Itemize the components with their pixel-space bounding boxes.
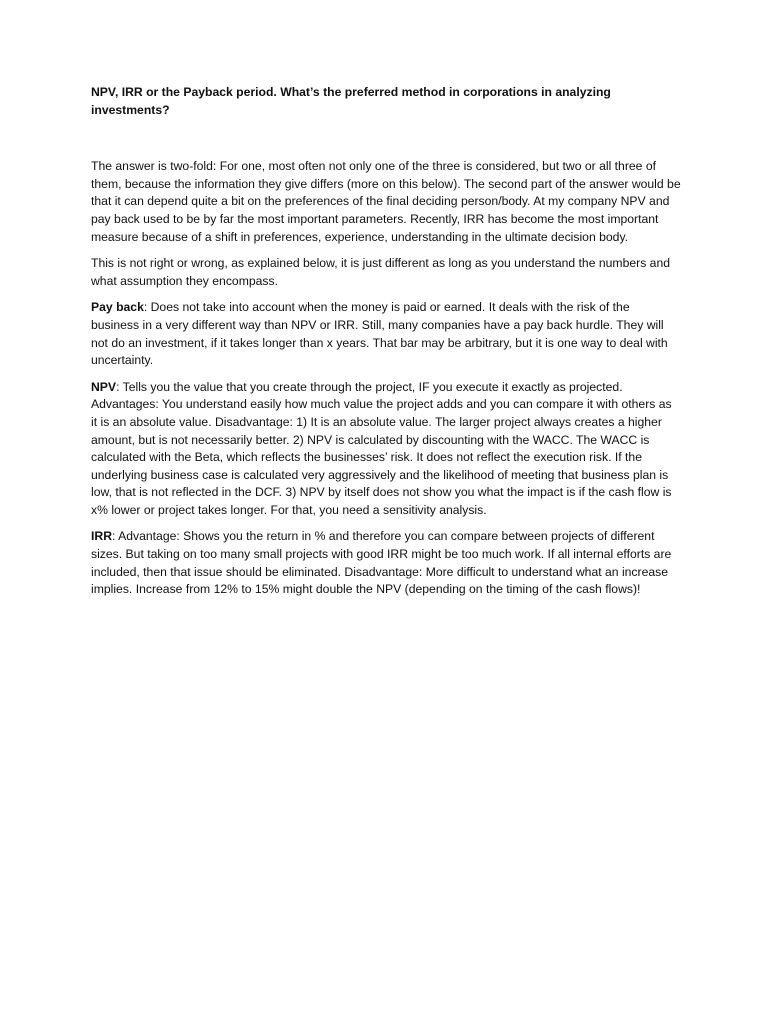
paragraph-text: : Advantage: Shows you the return in % and therefore you can compare between projects of different sizes. But taking on too many small projects with good IRR might be too much work. If all internal efforts are included, then that issue should be eliminated. Disadvantage: More difficult to understand what an increase implies. Increase from 12% to 15% might double the NPV (depending on the timing of the cash flows)! [91,529,672,597]
paragraph-text: This is not right or wrong, as explained below, it is just different as long as you understand the numbers and what assumption they encompass. [91,256,671,288]
paragraph-intro [91,158,681,246]
paragraph-text: : Tells you the value that you create through the project, IF you execute it exactly as projected. Advantages: You understand easily how much value the project adds and you can compare it with others as it is an absolute value. Disadvantage: 1) It is an absolute value. The larger project always creates a higher amount, but is not necessarily better. 2) NPV is calculated by discounting with the WACC. The WACC is calculated with the Beta, which reflects the businesses’ risk. It does not reflect the execution risk. If the underlying business case is calculated very aggressively and the likelihood of meeting that business plan is low, that is not reflected in the DCF. 3) NPV by itself does not show you what the impact is if the cash flow is x% lower or project takes longer. For that, you need a sensitivity analysis. [91,379,672,517]
term-irr: IRR [91,529,112,544]
paragraph-text: : Does not take into account when the money is paid or earned. It deals with the risk of the business in a very different way than NPV or IRR. Still, many companies have a pay back hurdle. They will not do an investment, if it takes longer than x years. That bar may be arbitrary, but it is one way to deal with uncertainty. [91,300,668,368]
paragraph-pay-back [91,299,681,369]
term-npv: NPV [91,379,117,394]
paragraph-not-right-or-wrong [91,255,681,290]
document-page [91,84,681,608]
term-pay-back: Pay back [91,300,144,315]
paragraph-irr [91,528,681,598]
document-title: NPV, IRR or the Payback period. What’s the preferred method in corporations in analyzing investments? [91,85,611,117]
paragraph-npv [91,379,681,520]
paragraph-text: The answer is two-fold: For one, most often not only one of the three is considered, but two or all three of them, because the information they give differs (more on this below). The second part of the answer would be that it can depend quite a bit on the preferences of the final deciding person/body. At my company NPV and pay back used to be by far the most important parameters. Recently, IRR has become the most important measure because of a shift in preferences, experience, understanding in the ultimate decision body. [91,159,681,244]
